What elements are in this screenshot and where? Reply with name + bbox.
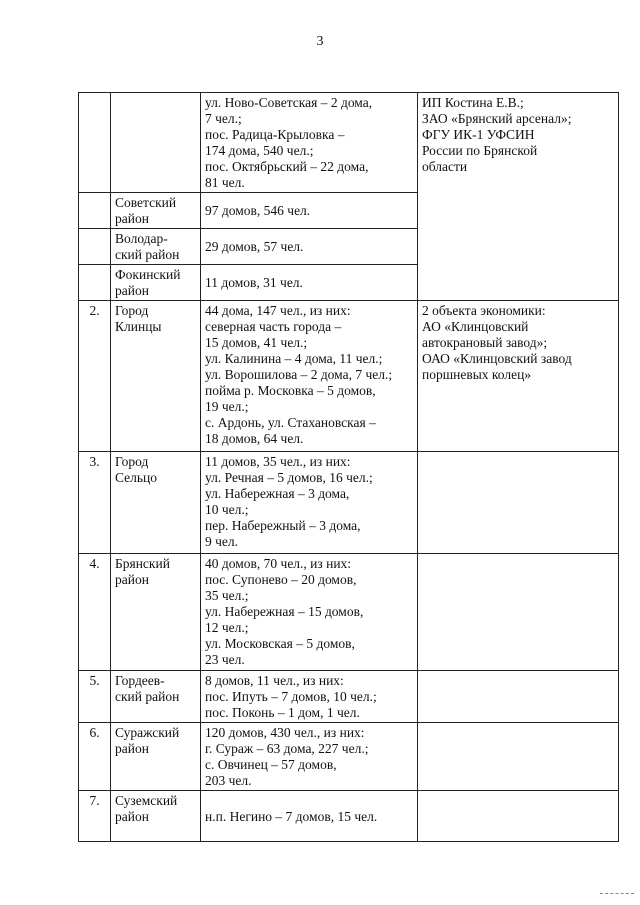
objects-line: ФГУ ИК-1 УФСИН bbox=[422, 127, 535, 142]
flood-zone-table bbox=[78, 92, 619, 842]
objects-line: 2 объекта экономики: bbox=[422, 303, 546, 318]
details-line: 18 домов, 64 чел. bbox=[205, 431, 304, 446]
district-cell bbox=[111, 265, 201, 301]
details-line: 15 домов, 41 чел.; bbox=[205, 335, 308, 350]
details-line: пойма р. Московка – 5 домов, bbox=[205, 383, 376, 398]
objects-cell bbox=[418, 452, 619, 554]
details-cell bbox=[201, 265, 418, 301]
objects-line: АО «Клинцовский bbox=[422, 319, 529, 334]
details-cell bbox=[201, 229, 418, 265]
details-line: пер. Набережный – 3 дома, bbox=[205, 518, 361, 533]
district-line: район bbox=[115, 741, 149, 756]
row-number-cell bbox=[79, 193, 111, 229]
objects-cell bbox=[418, 791, 619, 842]
details-cell bbox=[201, 554, 418, 671]
row-number-cell bbox=[79, 93, 111, 193]
details-line: пос. Поконь – 1 дом, 1 чел. bbox=[205, 705, 360, 720]
details-line: пос. Радица-Крыловка – bbox=[205, 127, 345, 142]
district-line: Сельцо bbox=[115, 470, 158, 485]
district-line: Гордеев- bbox=[115, 673, 165, 688]
district-cell bbox=[111, 301, 201, 452]
details-line: 97 домов, 546 чел. bbox=[205, 203, 311, 218]
details-line: 19 чел.; bbox=[205, 399, 249, 414]
details-line: 120 домов, 430 чел., из них: bbox=[205, 725, 365, 740]
table-row bbox=[79, 723, 619, 791]
row-number-cell: 3. bbox=[79, 452, 111, 554]
details-line: 29 домов, 57 чел. bbox=[205, 239, 304, 254]
details-cell bbox=[201, 301, 418, 452]
table-row bbox=[79, 554, 619, 671]
objects-line: России по Брянской bbox=[422, 143, 538, 158]
details-line: н.п. Негино – 7 домов, 15 чел. bbox=[205, 808, 378, 824]
district-line: Брянский bbox=[115, 556, 170, 571]
details-line: ул. Московская – 5 домов, bbox=[205, 636, 355, 651]
district-line: Суражский bbox=[115, 725, 180, 740]
objects-cell bbox=[418, 671, 619, 723]
details-line: 11 домов, 35 чел., из них: bbox=[205, 454, 351, 469]
row-number-cell: 2. bbox=[79, 301, 111, 452]
details-line: ул. Калинина – 4 дома, 11 чел.; bbox=[205, 351, 383, 366]
district-line: Город bbox=[115, 303, 149, 318]
district-line: район bbox=[115, 211, 149, 226]
district-line: Клинцы bbox=[115, 319, 162, 334]
table-row bbox=[79, 301, 619, 452]
district-line: ский район bbox=[115, 247, 180, 262]
table-row bbox=[79, 791, 619, 842]
details-line: северная часть города – bbox=[205, 319, 342, 334]
details-line: с. Овчинец – 57 домов, bbox=[205, 757, 337, 772]
district-line: Володар- bbox=[115, 231, 168, 246]
district-line: ский район bbox=[115, 689, 180, 704]
details-line: 81 чел. bbox=[205, 175, 245, 190]
details-line: 23 чел. bbox=[205, 652, 245, 667]
details-line: ул. Ново-Советская – 2 дома, bbox=[205, 95, 373, 110]
details-line: с. Ардонь, ул. Стахановская – bbox=[205, 415, 376, 430]
row-number-cell: 7. bbox=[79, 791, 111, 842]
details-line: ул. Речная – 5 домов, 16 чел.; bbox=[205, 470, 373, 485]
details-line: 44 дома, 147 чел., из них: bbox=[205, 303, 351, 318]
district-cell bbox=[111, 93, 201, 193]
details-line: ул. Ворошилова – 2 дома, 7 чел.; bbox=[205, 367, 393, 382]
objects-cell bbox=[418, 93, 619, 301]
scan-edge-mark bbox=[600, 893, 634, 895]
objects-cell bbox=[418, 554, 619, 671]
details-line: пос. Октябрьский – 22 дома, bbox=[205, 159, 369, 174]
details-line: ул. Набережная – 15 домов, bbox=[205, 604, 364, 619]
district-cell bbox=[111, 452, 201, 554]
table-row bbox=[79, 671, 619, 723]
district-cell bbox=[111, 671, 201, 723]
details-cell bbox=[201, 791, 418, 842]
details-line: 10 чел.; bbox=[205, 502, 249, 517]
details-line: ул. Набережная – 3 дома, bbox=[205, 486, 350, 501]
details-cell bbox=[201, 193, 418, 229]
details-line: 35 чел.; bbox=[205, 588, 249, 603]
district-cell bbox=[111, 723, 201, 791]
details-line: 7 чел.; bbox=[205, 111, 242, 126]
district-cell bbox=[111, 229, 201, 265]
details-cell bbox=[201, 723, 418, 791]
objects-line: поршневых колец» bbox=[422, 367, 532, 382]
objects-cell bbox=[418, 301, 619, 452]
details-line: 203 чел. bbox=[205, 773, 252, 788]
district-line: Советский bbox=[115, 195, 177, 210]
table-row bbox=[79, 93, 619, 193]
district-cell bbox=[111, 791, 201, 842]
objects-line: ЗАО «Брянский арсенал»; bbox=[422, 111, 572, 126]
details-cell bbox=[201, 452, 418, 554]
details-line: 174 дома, 540 чел.; bbox=[205, 143, 314, 158]
details-line: 8 домов, 11 чел., из них: bbox=[205, 673, 344, 688]
details-line: 40 домов, 70 чел., из них: bbox=[205, 556, 352, 571]
details-line: 12 чел.; bbox=[205, 620, 249, 635]
details-line: пос. Супонево – 20 домов, bbox=[205, 572, 357, 587]
details-line: 9 чел. bbox=[205, 534, 239, 549]
district-line: район bbox=[115, 809, 149, 824]
row-number-cell bbox=[79, 265, 111, 301]
district-line: Фокинский bbox=[115, 267, 181, 282]
district-line: район bbox=[115, 572, 149, 587]
details-line: пос. Ипуть – 7 домов, 10 чел.; bbox=[205, 689, 377, 704]
objects-line: области bbox=[422, 159, 468, 174]
row-number-cell: 6. bbox=[79, 723, 111, 791]
district-cell bbox=[111, 193, 201, 229]
district-line: Суземский bbox=[115, 793, 178, 808]
district-line: Город bbox=[115, 454, 149, 469]
row-number-cell bbox=[79, 229, 111, 265]
row-number-cell: 4. bbox=[79, 554, 111, 671]
objects-line: ОАО «Клинцовский завод bbox=[422, 351, 572, 366]
details-cell bbox=[201, 93, 418, 193]
table-row bbox=[79, 452, 619, 554]
row-number-cell: 5. bbox=[79, 671, 111, 723]
objects-line: ИП Костина Е.В.; bbox=[422, 95, 524, 110]
details-line: 11 домов, 31 чел. bbox=[205, 275, 303, 290]
details-cell bbox=[201, 671, 418, 723]
objects-line: автокрановый завод»; bbox=[422, 335, 548, 350]
objects-cell bbox=[418, 723, 619, 791]
district-cell bbox=[111, 554, 201, 671]
details-line: г. Сураж – 63 дома, 227 чел.; bbox=[205, 741, 369, 756]
district-line: район bbox=[115, 283, 149, 298]
page-number: 3 bbox=[316, 34, 324, 49]
